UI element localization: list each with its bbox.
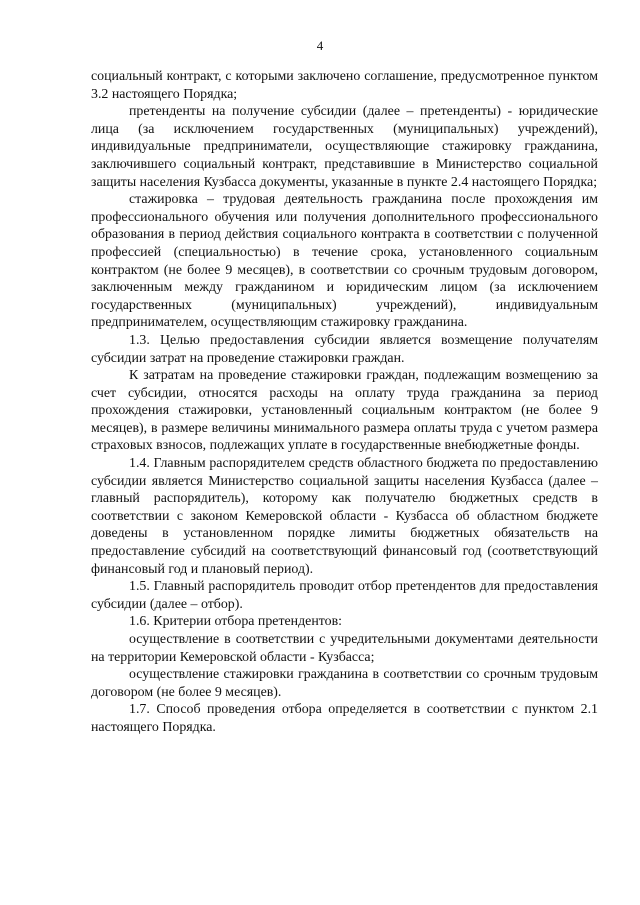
paragraph: претенденты на получение субсидии (далее – претенденты) - юридические лица (за исключением государственных (муниципальных) учреждений), индивидуальные предприниматели, осуществляющие стажировку гражданина, заключившего социальный контракт, представившие в Министерство социальной защиты населения Кузбасса документы, указанные в пункте 2.4 настоящего Порядка;	[91, 104, 598, 190]
paragraph: осуществление стажировки гражданина в соответствии со срочным трудовым договором (не более 9 месяцев).	[91, 667, 598, 700]
paragraph: 1.4. Главным распорядителем средств областного бюджета по предоставлению субсидии является Министерство социальной защиты населения Кузбасса (далее – главный распорядитель), которому как получателю бюджетных средств в соответствии с законом Кемеровской области - Кузбасса об областном бюджете доведены в установленном порядке лимиты бюджетных обязательств на предоставление субсидий на соответствующий финансовый год (соответствующий финансовый год и плановый период).	[91, 456, 598, 577]
paragraph: 1.6. Критерии отбора претендентов:	[129, 614, 343, 630]
paragraph: стажировка – трудовая деятельность гражданина после прохождения им профессионального обучения или получения дополнительного профессионального образования в период действия социального контракта в соответствии с полученной профессией (специальностью) в течение срока, установленного социальным контрактом (не более 9 месяцев), в соответствии со срочным трудовым договором, заключенным между гражданином и юридическим лицом (за исключением государственных (муниципальных) учреждений), индивидуальным предпринимателем, осуществляющим стажировку гражданина.	[91, 192, 598, 331]
page-number: 4	[316, 38, 324, 53]
paragraph: К затратам на проведение стажировки граждан, подлежащим возмещению за счет субсидии, относятся расходы на оплату труда гражданина за период прохождения стажировки, установленный социальным контрактом (не более 9 месяцев), в размере величины минимального размера оплаты труда с учетом размера страховых взносов, подлежащих уплате в государственные внебюджетные фонды.	[91, 368, 598, 454]
paragraph: осуществление в соответствии с учредительными документами деятельности на территории Кемеровской области - Кузбасса;	[91, 632, 598, 665]
document-body	[91, 68, 598, 737]
paragraph: 1.5. Главный распорядитель проводит отбор претендентов для предоставления субсидии (далее – отбор).	[91, 579, 598, 612]
paragraph: социальный контракт, с которыми заключено соглашение, предусмотренное пунктом 3.2 настоящего Порядка;	[91, 69, 598, 102]
paragraph: 1.3. Целью предоставления субсидии является возмещение получателям субсидии затрат на проведение стажировки граждан.	[91, 332, 598, 366]
paragraph: 1.7. Способ проведения отбора определяется в соответствии с пунктом 2.1 настоящего Порядка.	[91, 702, 598, 735]
